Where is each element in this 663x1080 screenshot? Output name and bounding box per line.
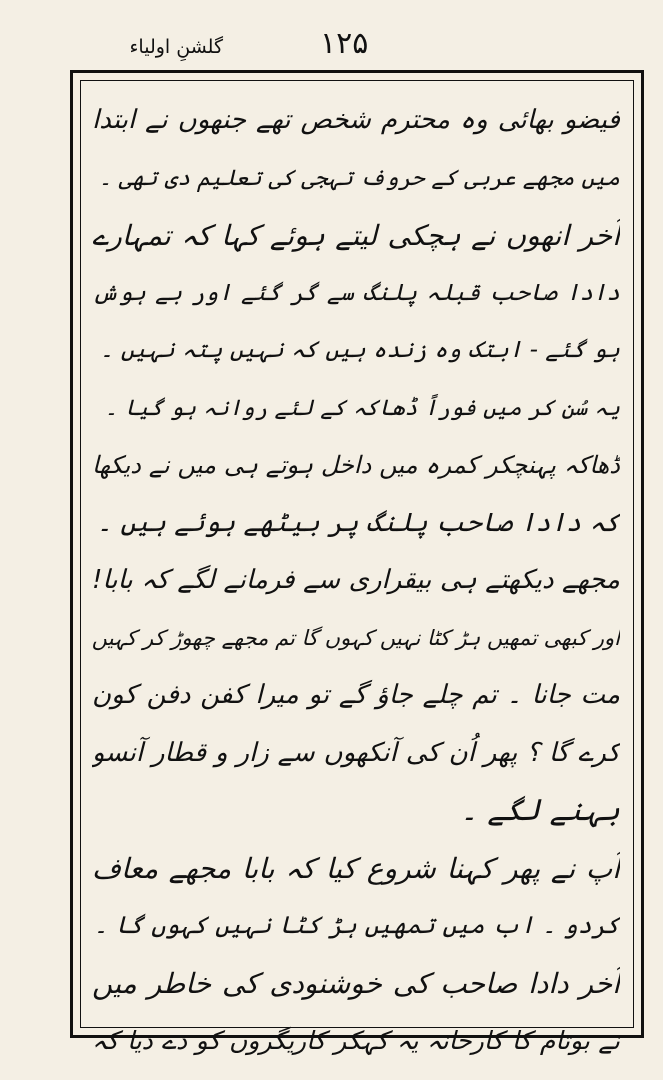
body-text <box>92 92 620 1055</box>
text-line: مت جانا ۔ تم چلے جاؤ گے تو میرا کفن دفن کون <box>92 680 620 710</box>
text-line: کرے گا ؟ پھر اُن کی آنکھوں سے زار و قطار آنسو <box>92 737 620 768</box>
text-line: کردو ۔ اب میں تمھیں ہڑ کٹا نہیں کہوں گا ۔ <box>93 911 620 939</box>
text-line: بہنے لگے ۔ <box>460 793 620 828</box>
text-line: مجھے دیکھتے ہی بیقراری سے فرمانے لگے کہ بابا! <box>92 565 620 595</box>
text-line: فیضو بھائی وہ محترم شخص تھے جنھوں نے ابتدا <box>92 105 620 135</box>
text-line: اور کبھی تمھیں ہڑ کٹا نہیں کہوں گا تم مجھے چھوڑ کر کہیں <box>92 625 620 650</box>
text-line: ڈھاکہ پہنچکر کمرہ میں داخل ہوتے ہی میں نے دیکھا <box>92 451 620 479</box>
page-header <box>0 22 663 70</box>
text-line: نے بوتام کا کارخانہ یہ کہکر کاریگروں کو دے دیا کہ <box>92 1026 620 1055</box>
text-line: آپ نے پھر کہنا شروع کیا کہ بابا مجھے معاف <box>92 851 620 885</box>
text-line: ہو گئے - ابتک وہ زندہ ہیں کہ نہیں پتہ نہیں ۔ <box>100 337 620 363</box>
text-line: دادا صاحب قبلہ پلنگ سے گر گئے اور بے ہوش <box>92 279 620 306</box>
page-number: ۱۲۵ <box>320 26 369 61</box>
text-line: آخر دادا صاحب کی خوشنودی کی خاطر میں <box>92 966 620 1000</box>
text-line: آخر انھوں نے ہچکی لیتے ہوئے کہا کہ تمہارے <box>92 219 620 252</box>
text-line: کہ دادا صاحب پلنگ پر بیٹھے ہوئے ہیں ۔ <box>96 507 620 538</box>
book-title: گلشنِ اولیاء <box>129 36 223 58</box>
text-line: میں مجھے عربی کے حروف تہجی کی تعلیم دی تھی ۔ <box>98 165 620 191</box>
text-line: یہ سُن کر میں فوراً ڈھاکہ کے لئے روانہ ہو گیا ۔ <box>104 395 620 421</box>
